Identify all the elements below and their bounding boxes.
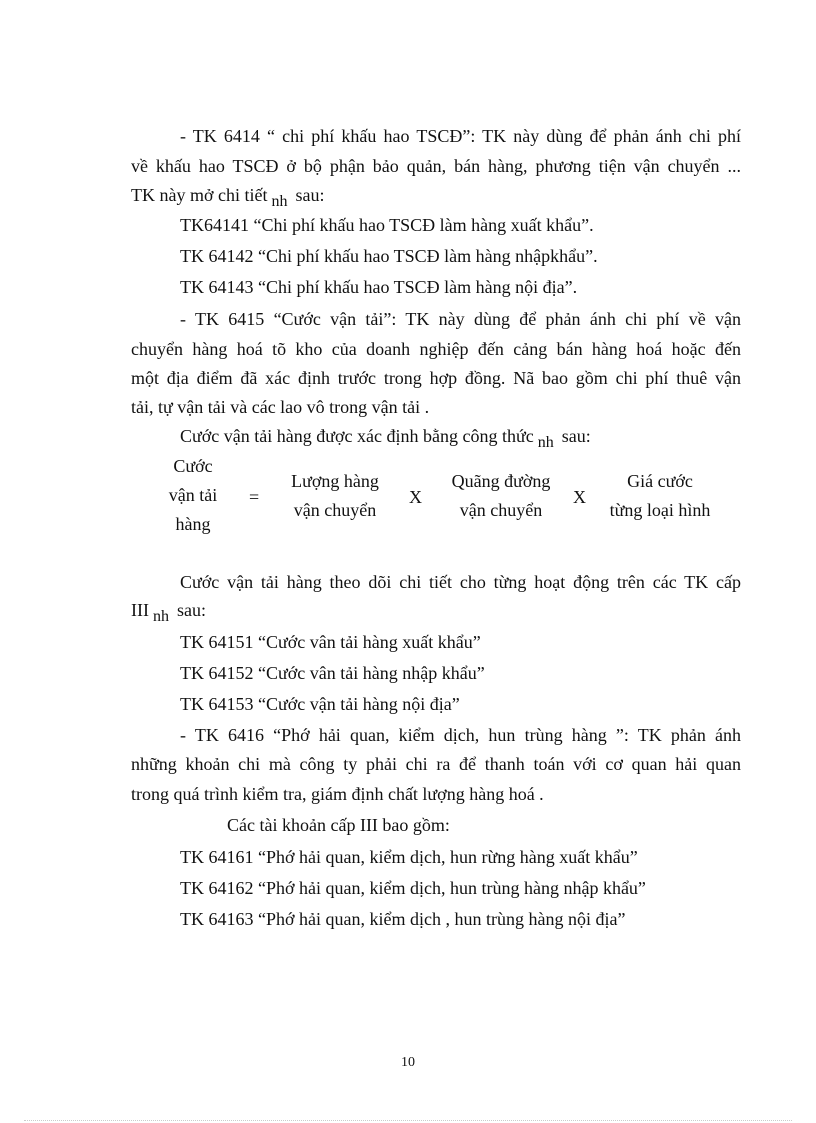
paragraph-line: tải, tự vận tải và các lao vô trong vận tải .	[131, 397, 430, 417]
formula-intro: Cước vận tải hàng được xác định bằng công thức nh sau:	[180, 426, 591, 451]
multiply-sign: X	[573, 487, 586, 507]
paragraph-line: về khấu hao TSCĐ ở bộ phận bảo quản, bán hàng, phương tiện vận chuyển ...	[131, 156, 741, 176]
account-item: TK 64153 “Cước vận tải hàng nội địa”	[180, 694, 460, 714]
account-item: TK64141 “Chi phí khấu hao TSCĐ làm hàng xuất khẩu”.	[180, 215, 594, 235]
account-item: TK 64151 “Cước vân tải hàng xuất khẩu”	[180, 632, 481, 652]
paragraph-line: một địa điểm đã xác định trước trong hợp đồng. Nã bao gồm chi phí thuê vận	[131, 368, 741, 388]
account-item: TK 64161 “Phớ hải quan, kiểm dịch, hun rừng hàng xuất khẩu”	[180, 847, 638, 867]
paragraph-line: - TK 6416 “Phớ hải quan, kiểm dịch, hun trùng hàng ”: TK phản ánh	[180, 725, 741, 745]
paragraph-line: Cước vận tải hàng theo dõi chi tiết cho từng hoạt động trên các TK cấp	[180, 572, 741, 592]
formula-term-quantity: Lượng hàng vận chuyển	[291, 471, 379, 520]
formula-lhs: Cước vận tải hàng	[168, 456, 218, 534]
account-item: TK 64142 “Chi phí khấu hao TSCĐ làm hàng nhậpkhẩu”.	[180, 246, 598, 266]
paragraph-line: - TK 6414 “ chi phí khấu hao TSCĐ”: TK này dùng để phản ánh chi phí	[180, 126, 741, 146]
account-item: TK 64163 “Phớ hải quan, kiểm dịch , hun trùng hàng nội địa”	[180, 909, 626, 929]
formula-term-distance: Quãng đường vận chuyển	[451, 471, 551, 520]
paragraph-line: Các tài khoản cấp III bao gồm:	[227, 815, 450, 835]
page-border-dotted	[24, 1120, 792, 1121]
page-number: 10	[401, 1055, 415, 1070]
paragraph-line: III nh sau:	[131, 600, 206, 625]
multiply-sign: X	[409, 487, 422, 507]
paragraph-line: TK này mở chi tiết nh sau:	[131, 185, 325, 210]
account-item: TK 64143 “Chi phí khấu hao TSCĐ làm hàng nội địa”.	[180, 277, 578, 297]
formula-term-rate: Giá cước từng loại hình	[609, 471, 711, 520]
account-item: TK 64152 “Cước vân tải hàng nhập khẩu”	[180, 663, 485, 683]
paragraph-line: những khoản chi mà công ty phải chi ra để thanh toán với cơ quan hải quan	[131, 754, 741, 774]
paragraph-line: trong quá trình kiểm tra, giám định chất lượng hàng hoá .	[131, 784, 544, 804]
equals-sign: =	[249, 487, 260, 507]
paragraph-line: - TK 6415 “Cước vận tải”: TK này dùng để phản ánh chi phí về vận	[180, 309, 741, 329]
account-item: TK 64162 “Phớ hải quan, kiểm dịch, hun trùng hàng nhập khẩu”	[180, 878, 646, 898]
paragraph-line: chuyển hàng hoá tõ kho của doanh nghiệp đến cảng bán hàng hoá hoặc đến	[131, 339, 741, 359]
